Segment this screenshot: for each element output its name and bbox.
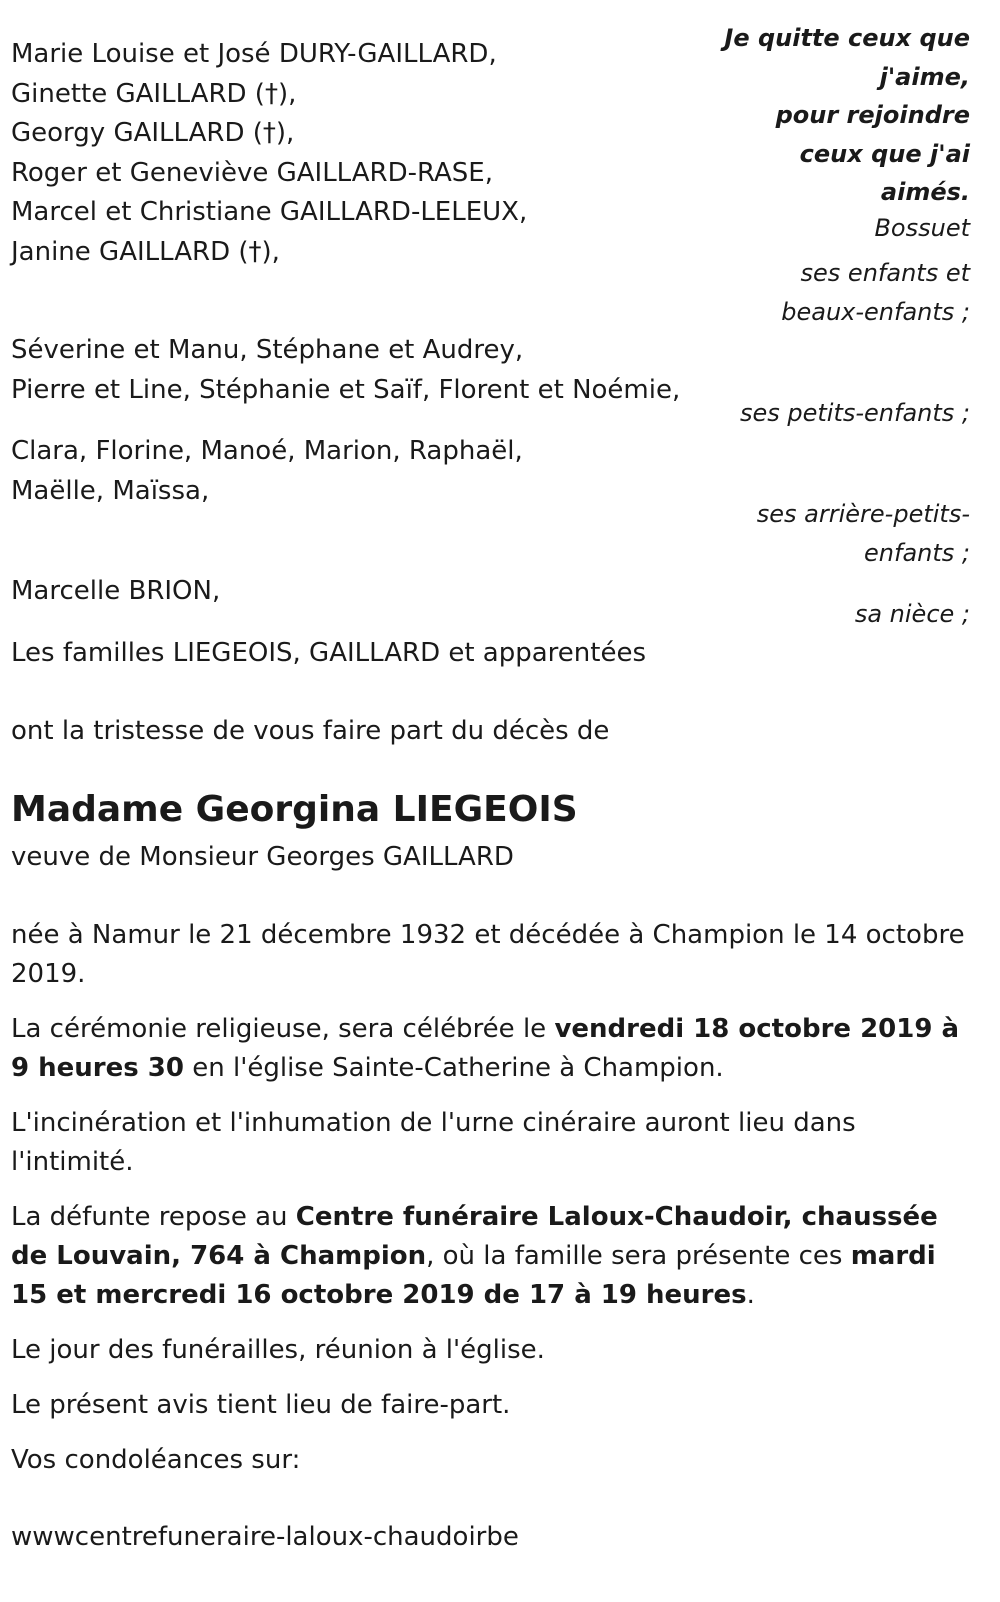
relation-grandchildren: ses petits-enfants ; xyxy=(739,399,970,427)
family-line: Marie Louise et José DURY-GAILLARD, xyxy=(11,39,497,69)
relation-great-grandchildren xyxy=(757,495,970,573)
widow-of: veuve de Monsieur Georges GAILLARD xyxy=(11,842,514,872)
rest-text: La défunte repose au xyxy=(11,1202,296,1232)
grandchildren-list xyxy=(11,331,680,410)
family-line: Janine GAILLARD (†), xyxy=(11,236,280,267)
family-line: Georgy GAILLARD (†), xyxy=(11,118,295,148)
relation-line: ses enfants et xyxy=(800,259,970,287)
rest-text: , où la famille sera présente ces xyxy=(426,1241,851,1271)
family-line: Roger et Geneviève GAILLARD-RASE, xyxy=(11,157,494,188)
family-line: Pierre et Line, Stéphanie et Saïf, Florent et Noémie, xyxy=(11,374,681,405)
ceremony-paragraph xyxy=(11,1010,970,1088)
great-grandchildren-list xyxy=(11,432,523,511)
relation-line: ses arrière-petits- xyxy=(756,500,970,528)
meeting-paragraph: Le jour des funérailles, réunion à l'église. xyxy=(11,1335,545,1365)
announcement: ont la tristesse de vous faire part du décès de xyxy=(11,716,610,746)
family-line: Maëlle, Maïssa, xyxy=(11,475,210,506)
niece-name: Marcelle BRION, xyxy=(11,576,221,606)
quote-line: j'aime, xyxy=(879,62,970,91)
children-list xyxy=(11,35,527,272)
condolences-label: Vos condoléances sur: xyxy=(11,1445,301,1475)
ceremony-place: en l'église Sainte-Catherine à Champion. xyxy=(183,1053,724,1083)
family-line: Séverine et Manu, Stéphane et Audrey, xyxy=(11,335,524,365)
families-line: Les familles LIEGEOIS, GAILLARD et apparentées xyxy=(11,638,647,668)
notice-paragraph: Le présent avis tient lieu de faire-part. xyxy=(11,1390,511,1420)
quote-line: pour rejoindre xyxy=(775,101,970,129)
rest-place: Centre funéraire Laloux-Chaudoir, chaussée de Louvain, 764 à Champion xyxy=(11,1202,938,1271)
deceased-name: Madame Georgina LIEGEOIS xyxy=(11,789,578,830)
family-line: Ginette GAILLARD (†), xyxy=(11,78,297,109)
rest-dates: mardi 15 et mercredi 16 octobre 2019 de 17 à 19 heures xyxy=(11,1241,936,1310)
family-line: Marcel et Christiane GAILLARD-LELEUX, xyxy=(11,197,528,227)
rest-text: . xyxy=(746,1280,755,1310)
relation-line: beaux-enfants ; xyxy=(781,298,970,326)
relation-niece: sa nièce ; xyxy=(854,600,970,628)
ceremony-date: vendredi 18 octobre 2019 à 9 heures 30 xyxy=(11,1014,960,1083)
incineration-paragraph: L'incinération et l'inhumation de l'urne cinéraire auront lieu dans l'intimité. xyxy=(11,1108,856,1177)
website-link[interactable]: wwwcentrefuneraire-laloux-chaudoirbe xyxy=(11,1522,519,1552)
quote-author: Bossuet xyxy=(874,214,970,242)
rest-paragraph xyxy=(11,1198,970,1315)
quote-line: ceux que j'ai xyxy=(799,139,970,168)
ceremony-text: La cérémonie religieuse, sera célébrée le xyxy=(11,1014,555,1044)
relation-children xyxy=(781,254,970,332)
quote-line: aimés. xyxy=(880,178,970,206)
quote-line: Je quitte ceux que xyxy=(724,24,970,52)
family-line: Clara, Florine, Manoé, Marion, Raphaël, xyxy=(11,436,523,466)
quote xyxy=(724,19,970,212)
birth-death-paragraph: née à Namur le 21 décembre 1932 et décédée à Champion le 14 octobre 2019. xyxy=(11,920,965,989)
relation-line: enfants ; xyxy=(864,539,970,567)
